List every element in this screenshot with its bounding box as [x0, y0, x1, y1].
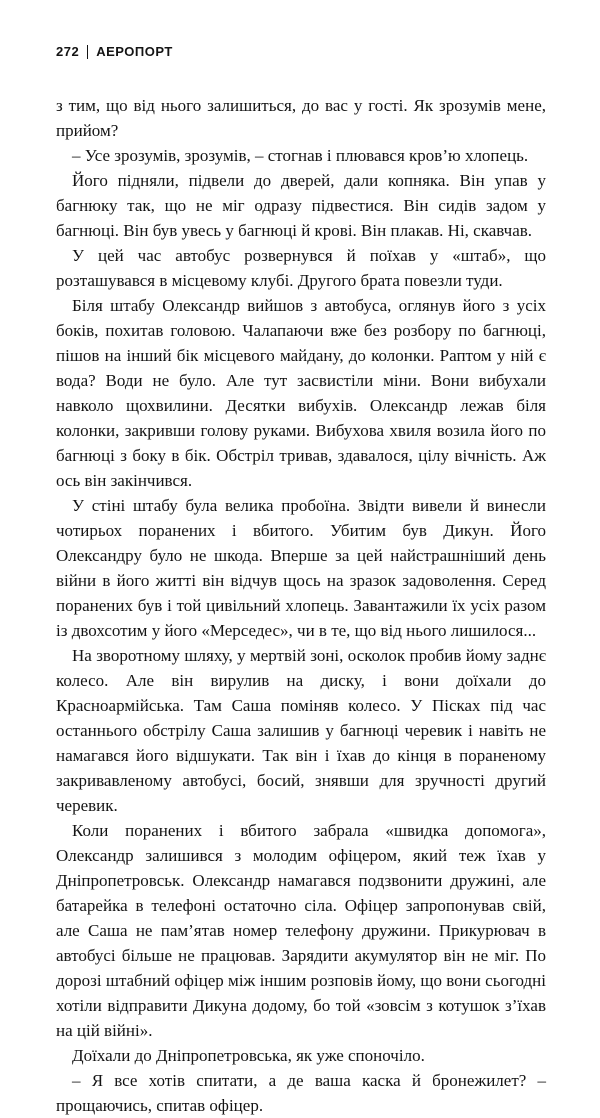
header-separator	[87, 45, 88, 59]
paragraph: Доїхали до Дніпропетровська, як уже споночіло.	[72, 1046, 425, 1065]
running-header	[56, 44, 173, 59]
paragraph: У цей час автобус розвернувся й поїхав у «штаб», що розташувався в місцевому клубі. Другого брата повезли туди.	[56, 246, 546, 290]
paragraph: з тим, що від нього залишиться, до вас у гості. Як зрозумів мене, прийом?	[56, 96, 546, 140]
paragraph: Біля штабу Олександр вийшов з автобуса, оглянув його з усіх боків, похитав головою. Чалапаючи вже без розбору по багнюці, пішов на інший бік місцевого майдану, до колонки. Раптом у ній є вода? Води не було. Але тут засвистіли міни. Вони вибухали навколо щохвилини. Десятки вибухів. Олександр лежав біля колонки, закривши голову руками. Вибухова хвиля возила його по багнюці з боку в бік. Обстріл тривав, здавалося, цілу вічність. Аж ось він закінчився.	[56, 296, 546, 490]
paragraph: Його підняли, підвели до дверей, дали копняка. Він упав у багнюку так, що не міг одразу підвестися. Він сидів задом у багнюці. Він був увесь у багнюці й крові. Він плакав. Ні, скавчав.	[56, 171, 546, 240]
body-text	[56, 93, 546, 1118]
paragraph: На зворотному шляху, у мертвій зоні, осколок пробив йому заднє колесо. Але він вирулив на диску, і вони доїхали до Красноармійська. Там Саша поміняв колесо. У Пісках під час останнього обстрілу Саша залишив у багнюці черевик і навіть не намагався його відшукати. Так він і їхав до кінця в пораненому закривавленому автобусі, босий, знявши для зручності другий черевик.	[56, 646, 546, 815]
page-number: 272	[56, 44, 80, 59]
paragraph: У стіні штабу була велика пробоїна. Звідти вивели й винесли чотирьох поранених і вбитого. Убитим був Дикун. Його Олександру було не шкода. Вперше за цей найстрашніший день війни в його житті він відчув щось на зразок задоволення. Серед поранених був і той цивільний хлопець. Завантажили їх усіх разом із двохсотим у його «Мерседес», чи в те, що від нього лишилося...	[56, 496, 546, 640]
paragraph: – Усе зрозумів, зрозумів, – стогнав і плювався кров’ю хлопець.	[72, 146, 529, 165]
paragraph: Коли поранених і вбитого забрала «швидка допомога», Олександр залишився з молодим офіцером, який теж їхав у Дніпропетровськ. Олександр намагався подзвонити дружині, але батарейка в телефоні остаточно сіла. Офіцер запропонував свій, але Саша не пам’ятав номер телефону дружини. Прикурювач в автобусі більше не працював. Зарядити акумулятор він не міг. По дорозі штабний офіцер між іншим розповів йому, що вони сьогодні хотіли відправити Дикуна додому, бо той «зовсім з котушок з’їхав на цій війні».	[56, 821, 546, 1040]
paragraph: – Я все хотів спитати, а де ваша каска й бронежилет? – прощаючись, спитав офіцер.	[56, 1071, 546, 1115]
running-title: АЕРОПОРТ	[96, 44, 173, 59]
